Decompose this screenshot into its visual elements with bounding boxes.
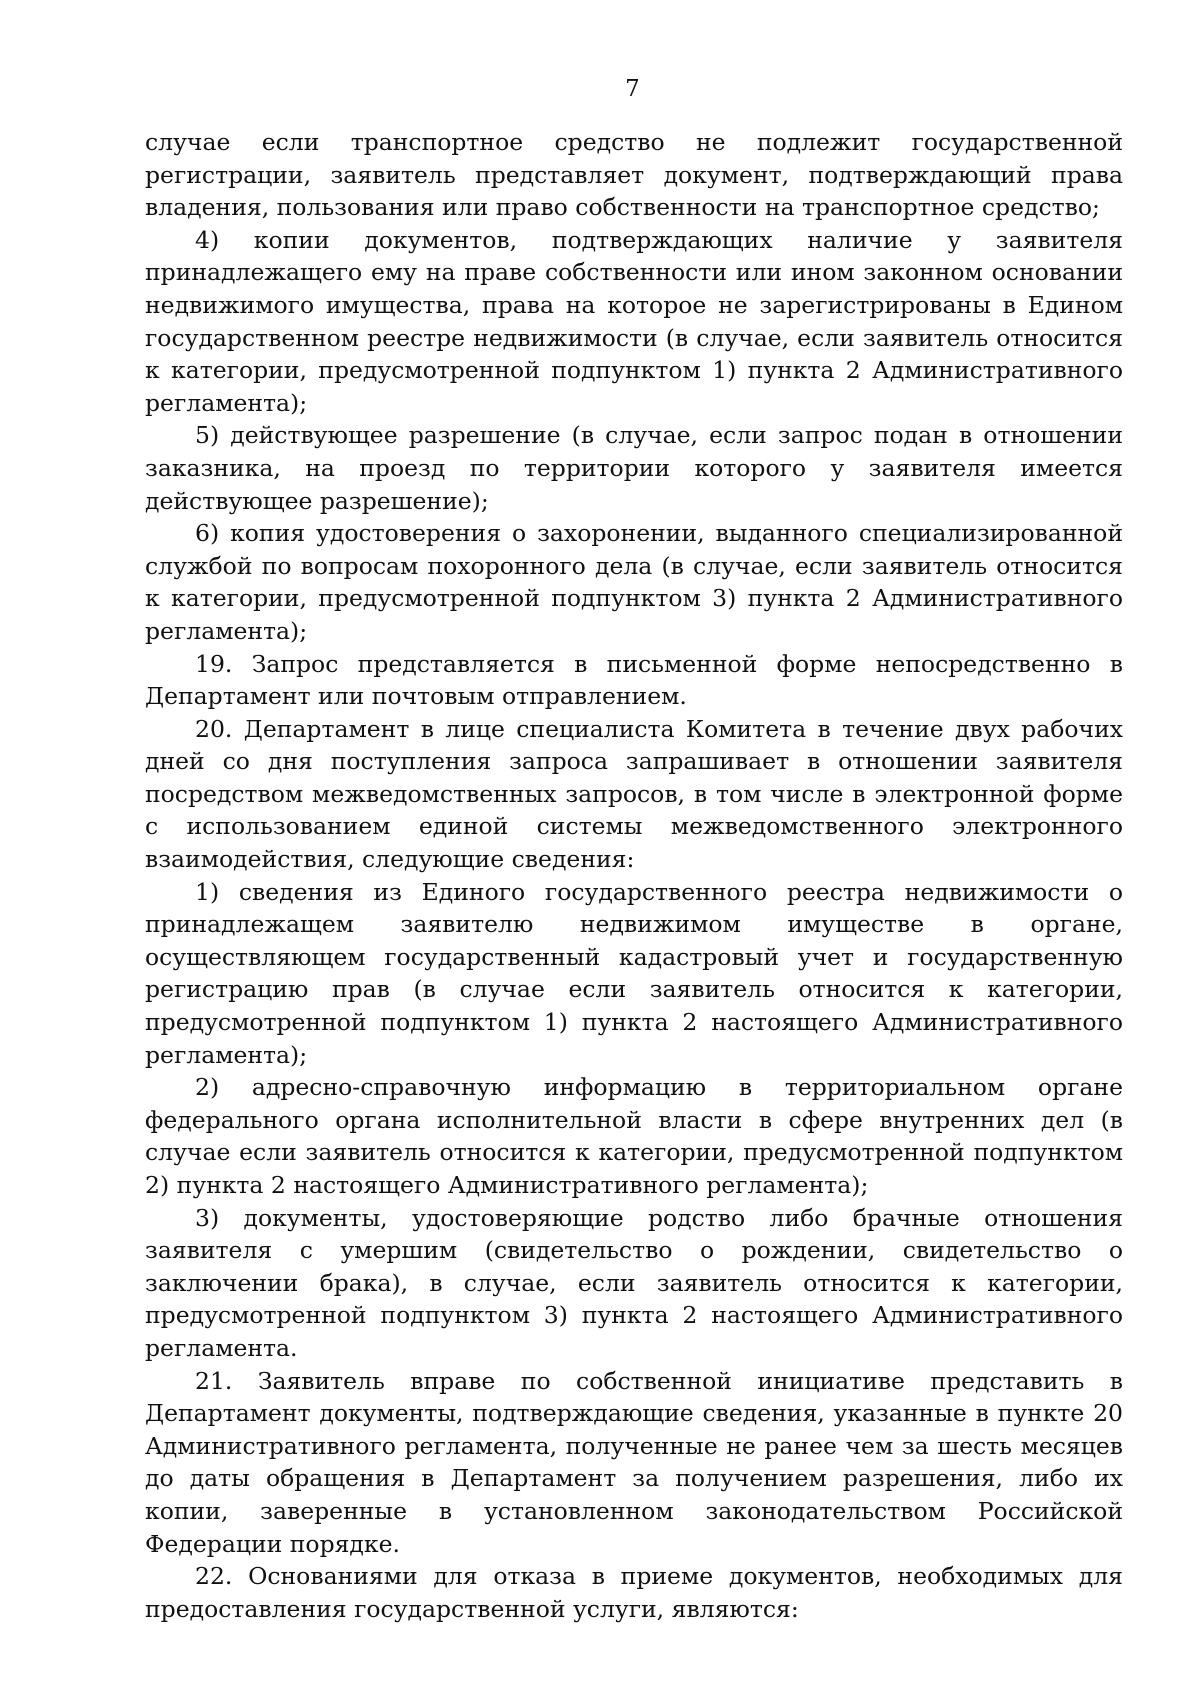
paragraph-clause-21: 21. Заявитель вправе по собственной инициативе представить в Департамент документы, подтверждающие сведения, указанные в пункте 20 Административного регламента, полученные не ранее чем за шесть месяцев до даты обращения в Департамент за получением разрешения, либо их копии, заверенные в установленном законодательством Российской Федерации порядке. [145, 1366, 1123, 1558]
paragraph-item-4: 4) копии документов, подтверждающих наличие у заявителя принадлежащего ему на праве собственности или ином законном основании недвижимого имущества, права на которое не зарегистрированы в Едином государственном реестре недвижимости (в случае, если заявитель относится к категории, предусмотренной подпунктом 1) пункта 2 Административного регламента); [145, 225, 1123, 417]
paragraph-clause-20-item-1: 1) сведения из Единого государственного реестра недвижимости о принадлежащем заявителю недвижимом имуществе в органе, осуществляющем государственный кадастровый учет и государственную регистрацию прав (в случае если заявитель относится к категории, предусмотренной подпунктом 1) пункта 2 настоящего Административного регламента); [145, 877, 1123, 1069]
paragraph-clause-20-item-3: 3) документы, удостоверяющие родство либо брачные отношения заявителя с умершим (свидетельство о рождении, свидетельство о заключении брака), в случае, если заявитель относится к категории, предусмотренной подпунктом 3) пункта 2 настоящего Административного регламента. [145, 1203, 1123, 1362]
page-number: 7 [625, 76, 640, 102]
paragraph-clause-19: 19. Запрос представляется в письменной форме непосредственно в Департамент или почтовым отправлением. [145, 649, 1123, 711]
paragraph-clause-20: 20. Департамент в лице специалиста Комитета в течение двух рабочих дней со дня поступления запроса запрашивает в отношении заявителя посредством межведомственных запросов, в том числе в электронной форме с использованием единой системы межведомственного электронного взаимодействия, следующие сведения: [145, 714, 1123, 874]
paragraph-clause-22: 22. Основаниями для отказа в приеме документов, необходимых для предоставления государственной услуги, являются: [145, 1562, 1123, 1623]
paragraph-continuation: случае если транспортное средство не подлежит государственной регистрации, заявитель представляет документ, подтверждающий права владения, пользования или право собственности на транспортное средство; [145, 128, 1123, 222]
paragraph-item-6: 6) копия удостоверения о захоронении, выданного специализированной службой по вопросам похоронного дела (в случае, если заявитель относится к категории, предусмотренной подпунктом 3) пункта 2 Административного регламента); [145, 519, 1123, 645]
document-body [145, 126, 1123, 1625]
paragraph-item-5: 5) действующее разрешение (в случае, если запрос подан в отношении заказника, на проезд по территории которого у заявителя имеется действующее разрешение); [145, 421, 1123, 515]
paragraph-clause-20-item-2: 2) адресно-справочную информацию в территориальном органе федерального органа исполнительной власти в сфере внутренних дел (в случае если заявитель относится к категории, предусмотренной подпунктом 2) пункта 2 настоящего Административного регламента); [145, 1073, 1123, 1199]
